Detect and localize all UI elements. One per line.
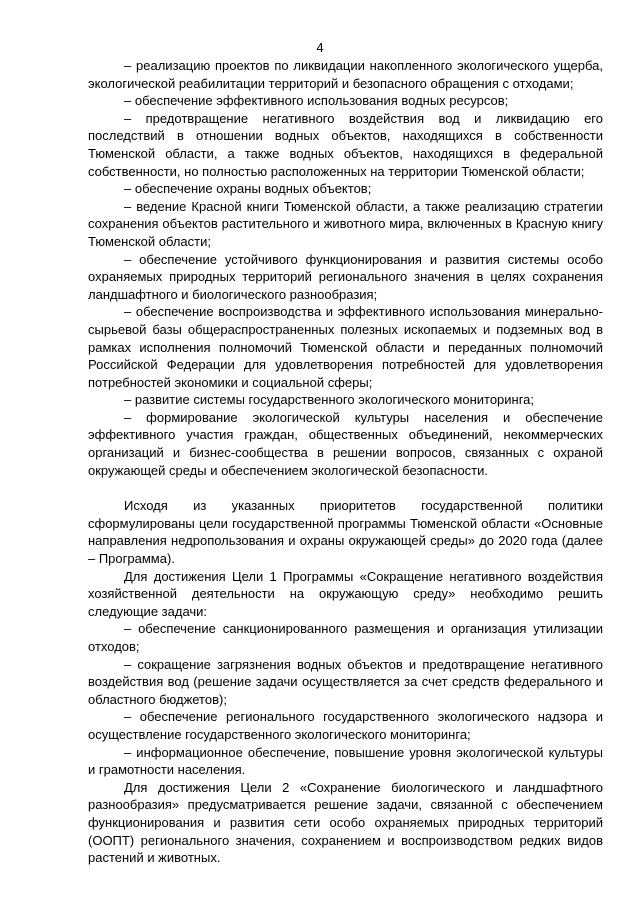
list-item: – обеспечение устойчивого функционирования и развития системы особо охраняемых природных территорий регионального значения в целях сохранения ландшафтного и биологического разнообразия; xyxy=(88,251,603,302)
goal2-paragraph: Для достижения Цели 2 «Сохранение биологического и ландшафтного разнообразия» предусматривается решение задачи, связанной с обеспечением функционирования и развития сети особо охраняемых природных территорий (ООПТ) регионального значения, сохранением и воспроизводством редких видов растений и животных. xyxy=(88,779,603,866)
list-item: – обеспечение охраны водных объектов; xyxy=(124,181,372,197)
list-item: – ведение Красной книги Тюменской области, а также реализацию стратегии сохранения объектов растительного и животного мира, включенных в Красную книгу Тюменской области; xyxy=(88,198,603,249)
goals-paragraph: Исходя из указанных приоритетов государственной политики сформулированы цели государственной программы Тюменской области «Основные направления недропользования и охраны окружающей среды» до 2020 года (далее – Программа). xyxy=(88,498,603,567)
page-number: 4 xyxy=(316,40,324,55)
paragraph-spacer xyxy=(88,479,603,497)
list-item: – сокращение загрязнения водных объектов и предотвращение негативного воздействия вод (решение задачи осуществляется за счет средств федерального и областного бюджетов); xyxy=(88,656,603,707)
list-item: – формирование экологической культуры населения и обеспечение эффективного участия граждан, общественных объединений, некоммерческих организаций и бизнес-сообщества в решении вопросов, связанных с охраной окружающей среды и обеспечением экологической безопасности. xyxy=(88,409,603,478)
list-item: – реализацию проектов по ликвидации накопленного экологического ущерба, экологической реабилитации территорий и безопасного обращения с отходами; xyxy=(88,58,603,91)
list-item: – обеспечение воспроизводства и эффективного использования минерально-сырьевой базы общераспространенных полезных ископаемых и подземных вод в рамках исполнения полномочий Тюменской области и переданных полномочий Российской Федерации для удовлетворения потребностей для удовлетворения потребностей экономики и социальной сферы; xyxy=(88,304,603,390)
list-item: – обеспечение санкционированного размещения и организация утилизации отходов; xyxy=(88,621,603,654)
goal1-paragraph: Для достижения Цели 1 Программы «Сокращение негативного воздействия хозяйственной деятельности на окружающую среду» необходимо решить следующие задачи: xyxy=(88,568,603,619)
list-item: – развитие системы государственного экологического мониторинга; xyxy=(124,392,535,408)
list-item: – информационное обеспечение, повышение уровня экологической культуры и грамотности населения. xyxy=(88,744,603,778)
list-item: – обеспечение эффективного использования водных ресурсов; xyxy=(124,93,509,109)
list-item: – предотвращение негативного воздействия вод и ликвидацию его последствий в отношении водных объектов, находящихся в собственности Тюменской области, а также водных объектов, находящихся в федеральной собственности, но полностью расположенных на территории Тюменской области; xyxy=(88,110,603,179)
list-item: – обеспечение регионального государственного экологического надзора и осуществление государственного экологического мониторинга; xyxy=(88,709,603,742)
document-body xyxy=(88,57,603,867)
